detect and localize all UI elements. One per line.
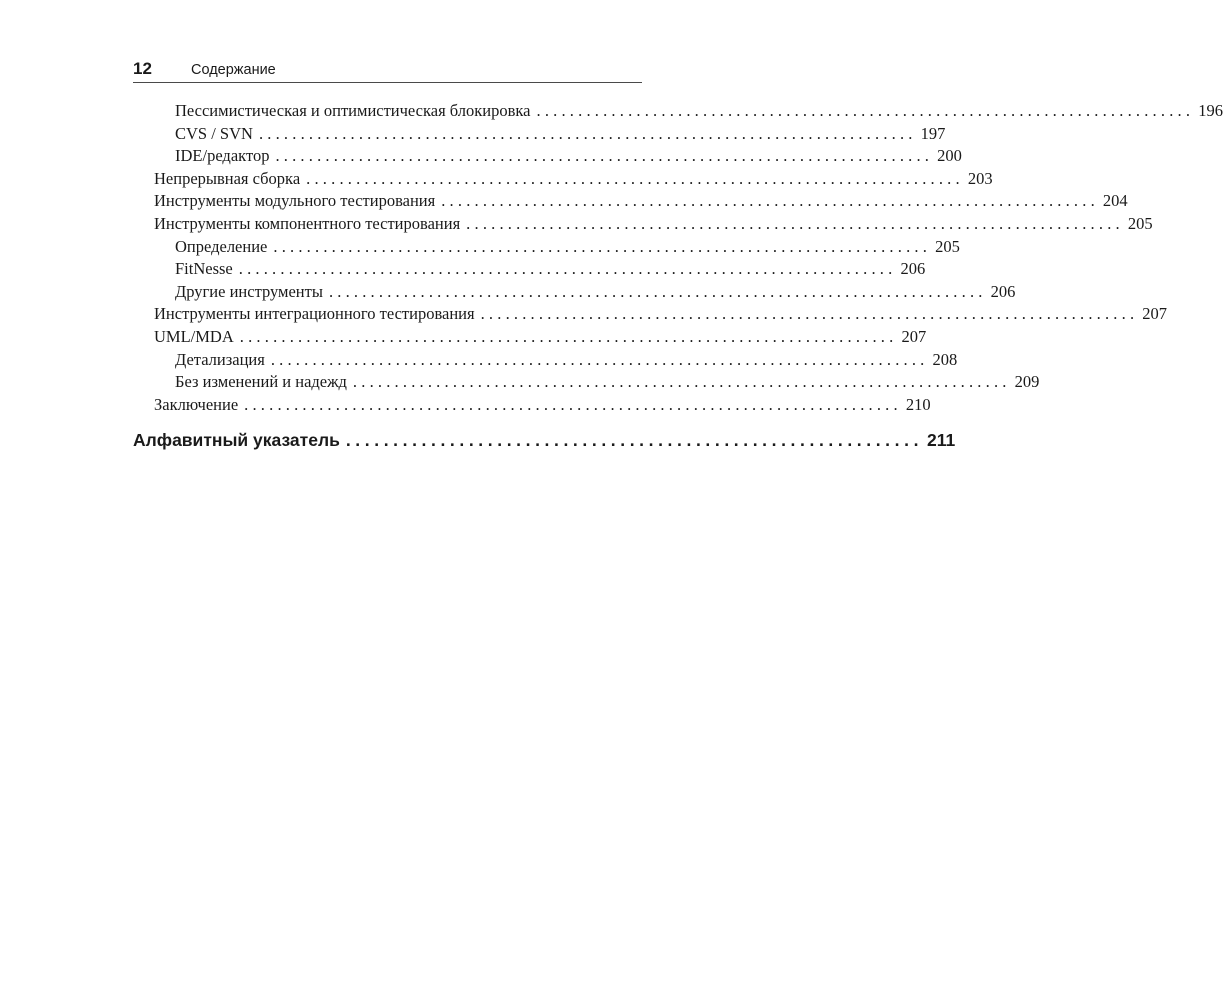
toc-entry-title: FitNesse <box>175 259 233 279</box>
toc-entry-page: 210 <box>905 394 931 414</box>
toc-entry-page: 200 <box>937 146 962 166</box>
toc-entry-title: Другие инструменты <box>175 281 323 301</box>
toc-entry[interactable] <box>154 326 927 349</box>
table-of-contents <box>0 100 1223 416</box>
toc-entry-page: 206 <box>990 281 1016 301</box>
toc-leader-dots: ............................................................................... <box>275 146 934 166</box>
toc-entry-title: Пессимистическая и оптимистическая блокировка <box>175 101 531 120</box>
toc-entry-title: Непрерывная сборка <box>154 168 301 188</box>
toc-leader-dots: ............................................................. <box>345 430 924 450</box>
toc-entry-title: IDE/редактор <box>175 146 270 166</box>
toc-leader-dots: ............................................................................... <box>258 123 917 143</box>
toc-major-title: Алфавитный указатель <box>133 430 340 450</box>
toc-leader-dots: ............................................................................... <box>244 394 902 414</box>
toc-entry[interactable] <box>175 236 960 259</box>
toc-leader-dots: ............................................................................... <box>536 101 1195 120</box>
toc-entry-title: Детализация <box>175 349 265 369</box>
toc-entry[interactable] <box>154 168 993 191</box>
toc-entry[interactable] <box>175 145 962 168</box>
toc-major-entry[interactable] <box>133 427 956 453</box>
toc-entry-page: 208 <box>932 349 958 369</box>
toc-leader-dots: ............................................................................... <box>273 236 932 256</box>
toc-entry[interactable] <box>175 100 1223 123</box>
toc-entry[interactable] <box>154 190 1128 213</box>
toc-entry-page: 205 <box>1127 213 1153 233</box>
toc-entry[interactable] <box>175 349 958 372</box>
toc-entry-title: Инструменты модульного тестирования <box>154 191 436 211</box>
toc-entry-title: CVS / SVN <box>175 123 253 143</box>
toc-entry-title: UML/MDA <box>154 326 234 346</box>
toc-entry[interactable] <box>154 394 931 417</box>
toc-entry[interactable] <box>175 281 1016 304</box>
toc-entry[interactable] <box>175 371 1040 394</box>
toc-leader-dots: ............................................................................... <box>466 213 1124 233</box>
toc-leader-dots: ............................................................................... <box>441 191 1099 211</box>
toc-entry-page: 207 <box>901 326 927 346</box>
toc-entry-title: Без изменений и надежд <box>175 372 347 392</box>
toc-leader-dots: ............................................................................... <box>328 281 987 301</box>
toc-entry-page: 207 <box>1142 304 1168 324</box>
toc-leader-dots: ............................................................................... <box>306 168 964 188</box>
toc-leader-dots: ............................................................................... <box>270 349 929 369</box>
toc-major-page: 211 <box>927 430 956 450</box>
toc-entry-page: 197 <box>920 123 946 143</box>
toc-entry[interactable] <box>154 213 1153 236</box>
running-title: Содержание <box>191 62 276 78</box>
toc-leader-dots: ............................................................................... <box>480 304 1139 324</box>
toc-entry-page: 206 <box>900 259 926 279</box>
toc-entry-page: 209 <box>1014 372 1040 392</box>
toc-entry-title: Заключение <box>154 394 239 414</box>
toc-entry-title: Определение <box>175 236 268 256</box>
toc-entry-page: 205 <box>935 236 960 256</box>
toc-leader-dots: ............................................................................... <box>239 326 898 346</box>
toc-entry-page: 196 <box>1198 101 1223 120</box>
page-number: 12 <box>133 59 152 78</box>
toc-entry-title: Инструменты компонентного тестирования <box>154 213 461 233</box>
toc-entry-page: 203 <box>967 168 993 188</box>
toc-entry[interactable] <box>154 303 1168 326</box>
toc-entry-title: Инструменты интеграционного тестирования <box>154 304 475 324</box>
toc-entry[interactable] <box>175 123 946 146</box>
page-header <box>133 58 642 83</box>
toc-entry-page: 204 <box>1102 191 1128 211</box>
toc-entry[interactable] <box>175 258 926 281</box>
toc-leader-dots: ............................................................................... <box>352 372 1011 392</box>
toc-leader-dots: ............................................................................... <box>238 259 897 279</box>
